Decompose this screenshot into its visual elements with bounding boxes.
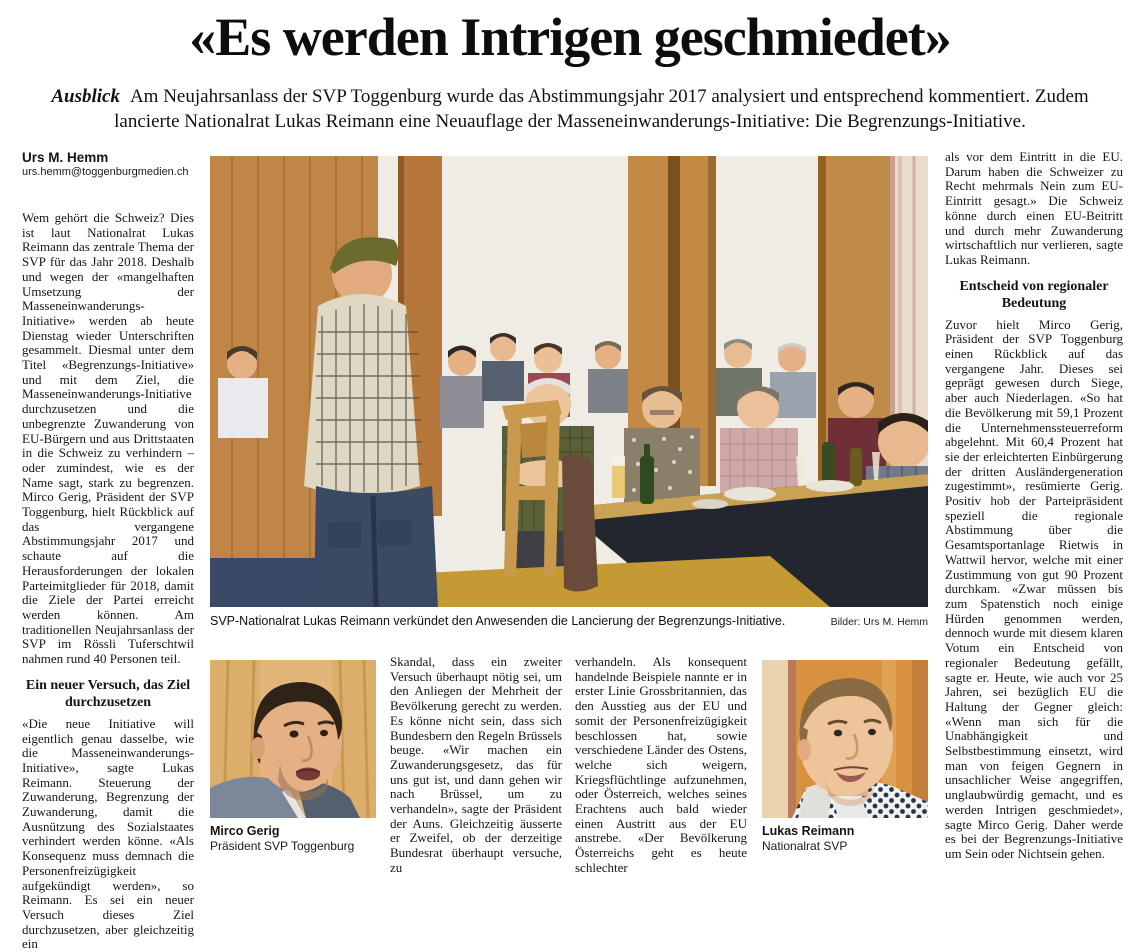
portrait2-role: Nationalrat SVP <box>762 839 848 853</box>
portrait1-role: Präsident SVP Toggenburg <box>210 839 355 853</box>
portrait1-caption <box>210 824 386 853</box>
article-kicker: Ausblick <box>51 86 120 107</box>
body-paragraph-left-2: «Die neue Initiative will eigentlich genau dasselbe, wie die Masseneinwanderungs-Initiative», sagte Lukas Reimann. Steuerung der Zuwanderung, Begrenzung der Zuwanderung, damit die Ausnützung des Sozialstaates verhindert werden könne. «Als Konsequenz muss demnach die Personenfreizügigkeit aufgekündigt werden», so Reimann. Es sei ein neuer Versuch dieses Ziel durchzusetzen, aber gleichzeitig ein <box>22 715 194 952</box>
article-lead <box>45 84 1095 134</box>
article-headline: «Es werden Intrigen geschmiedet» <box>189 7 951 67</box>
body-paragraph-right-1: als vor dem Eintritt in die EU. Darum haben die Schweizer zu Recht mehrmals Nein zum EU-Eintritt gesagt.» Die Schweiz könne durch einen EU-Beitritt und durch mehr Zuwanderung wirtschaftlich nur verlieren, sagte Lukas Reimann. <box>945 149 1123 267</box>
body-paragraph-left-1: Wem gehört die Schweiz? Dies ist laut Nationalrat Lukas Reimann das zentrale Thema der SVP für das Jahr 2018. Deshalb und wegen der «mangelhaften Umsetzung der Masseneinwanderungs-Initiative» werden ab heute Dienstag wieder Unterschriften gesammelt. Diesmal unter dem Titel «Begrenzungs-Initiative» und mit dem Ziel, die Masseneinwanderungs-Initiative durchzusetzen und die unbegrenzte Zuwanderung von EU-Bürgern und aus Drittstaaten in die Schweiz zu verhindern – oder zumindest, wie es der Name sagt, stark zu begrenzen. Mirco Gerig, Präsident der SVP Toggenburg, hielt Rückblick auf das vergangene Abstimmungsjahr 2017 und schaute auf die Herausforderungen der lokalen Parteimitglieder für 2018, damit die Ziele der Partei erreicht werden können. Am traditionellen Neujahrsanlass der SVP im Rössli Tuferschtwil nahmen rund 40 Personen teil. <box>22 210 194 667</box>
portrait2-caption <box>762 824 938 853</box>
body-paragraph-right-2: Zuvor hielt Mirco Gerig, Präsident der SVP Toggenburg einen Rückblick auf das vergangene Jahr. Dieses sei geprägt gewesen durch Siege, aber auch Niederlagen. «So hat die Bevölkerung mit 59,1 Prozent die Unternehmenssteuerreform abgelehnt. Mit 60,4 Prozent hat sie der erleichterten Einbürgerung der dritten Ausländergeneration zugestimmt», resümierte Gerig. Positiv hob der Parteipräsident speziell die regionale Abstimmung über die Gesamtsportanlage Rietwis in Wattwil hervor, welche mit einer Zustimmung von gut 90 Prozent durchkam. «Zwar müssen bis zum Spatenstich noch einige Hürden genommen werden, dennoch wurde mit diesem klaren Votum ein Entscheid von regionaler Bedeutung gefällt, sagte er. Heute, wie auch vor 25 Jahren, sei bezüglich EU die Haltung der Gegner gleich: «Wenn man sich für die Unabhängigkeit und Selbstbestimmung einsetzt, wird man von feigen Gegnern in unsachlicher Weise angegriffen, unglaubwürdig gemacht, und es werden Intrigen geschmiedet», sagte Mirco Gerig. Daher werde es bei der Begrenzungs-Initiative um Sein oder Nichtsein gehen. <box>945 316 1123 861</box>
portrait2-name: Lukas Reimann <box>762 824 855 838</box>
column-left <box>22 150 194 952</box>
photo-credit: Bilder: Urs M. Hemm <box>830 616 928 628</box>
body-paragraph-mid-1: Skandal, dass ein zweiter Versuch überhaupt nötig sei, um den Anliegen der Mehrheit der Bevölkerung gerecht zu werden. Es könne nicht sein, dass sich Bundesbern den Regeln Brüssels beuge. «Wir machen ein Zuwanderungsgesetz, das für uns gut ist, und dann gehen wir nach Brüssel, um zu verhandeln», sagte der Präsident der Auns. Gleichzeitig äusserte er Zweifel, ob der derzeitige Bundesrat überhaupt versuche, zu <box>390 655 562 875</box>
column-right <box>945 150 1123 862</box>
author-name: Urs M. Hemm <box>22 150 109 165</box>
main-photo-caption-row <box>210 614 928 628</box>
spacer <box>22 179 194 211</box>
portrait-photo-lukas-reimann <box>762 660 928 818</box>
body-paragraph-mid-2: verhandeln. Als konsequent handelnde Beispiele nannte er in erster Linie Grossbritannien, das den Ausstieg aus der EU und somit der Personenfreizügigkeit beschlossen hat, sowie verschiedene Länder des Ostens, welche sich weigern, Kriegsflüchtlinge aufzunehmen, oder Österreich, welches seines Erachtens auch bald wieder einen Austritt aus der EU anstrebe. «Der Bevölkerung Österreichs geht es heute schlechter <box>575 655 747 875</box>
portrait1-name: Mirco Gerig <box>210 824 280 838</box>
subhead-new-attempt: Ein neuer Versuch, das Ziel durchzusetzen <box>25 677 191 710</box>
main-photo-caption: SVP-Nationalrat Lukas Reimann verkündet den Anwesenden die Lancierung der Begrenzungs-Initiative. <box>210 614 786 628</box>
subhead-regional-decision: Entscheid von regionaler Bedeutung <box>959 278 1109 311</box>
author-email: urs.hemm@toggenburgmedien.ch <box>22 166 189 178</box>
article-lead-text: Am Neujahrsanlass der SVP Toggenburg wurde das Abstimmungsjahr 2017 analysiert und entsprechend kommentiert. Zudem lancierte Nationalrat Lukas Reimann eine Neuauflage der Masseneinwanderungs-Initiative: Die Begrenzungs-Initiative. <box>114 86 1089 132</box>
portrait-photo-mirco-gerig <box>210 660 376 818</box>
main-photo-dinner-scene <box>210 156 928 607</box>
